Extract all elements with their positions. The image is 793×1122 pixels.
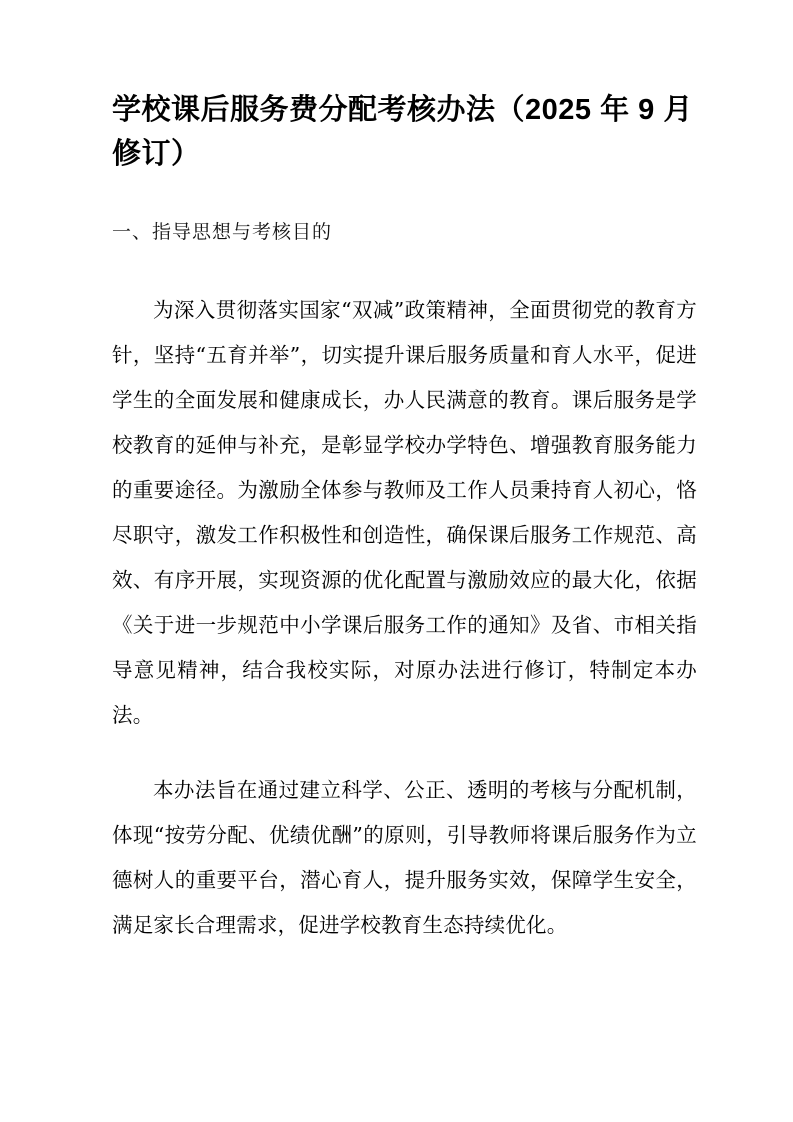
page-title: 学校课后服务费分配考核办法（2025 年 9 月修订） — [112, 94, 693, 170]
section-1-paragraph-1: 为深入贯彻落实国家“双减”政策精神，全面贯彻党的教育方针，坚持“五育并举”，切实提升课后服务质量和育人水平，促进学生的全面发展和健康成长，办人民满意的教育。课后服务是学校教育的延伸与补充，是彰显学校办学特色、增强教育服务能力的重要途径。为激励全体参与教师及工作人员秉持育人初心，恪尽职守，激发工作积极性和创造性，确保课后服务工作规范、高效、有序开展，实现资源的优化配置与激励效应的最大化，依据《关于进一步规范中小学课后服务工作的通知》及省、市相关指导意见精神，结合我校实际，对原办法进行修订，特制定本办法。 — [112, 298, 697, 727]
section-heading-1: 一、指导思想与考核目的 — [112, 222, 333, 243]
section-1-paragraph-2: 本办法旨在通过建立科学、公正、透明的考核与分配机制，体现“按劳分配、优绩优酬”的原则，引导教师将课后服务作为立德树人的重要平台，潜心育人，提升服务实效，保障学生安全，满足家长合理需求，促进学校教育生态持续优化。 — [112, 778, 697, 937]
